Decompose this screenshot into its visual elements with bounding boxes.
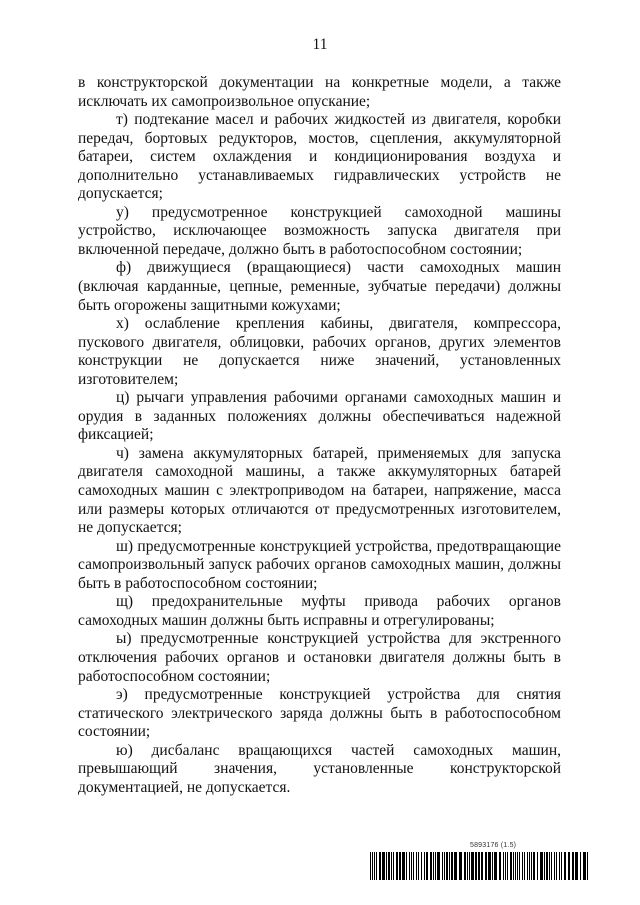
paragraph-item-f: ф) движущиеся (вращающиеся) части самоходных машин (включая карданные, цепные, ременные, зубчатые передачи) должны быть огорожены защитными кожухами; bbox=[78, 259, 561, 314]
paragraph-item-t: т) подтекание масел и рабочих жидкостей из двигателя, коробки передач, бортовых редукторов, мостов, сцепления, аккумуляторной батареи, систем охлаждения и кондиционирования воздуха и дополнительно устанавливаемых гидравлических устройств не допускается; bbox=[78, 111, 561, 203]
document-footer bbox=[370, 842, 592, 882]
paragraph-item-shch: щ) предохранительные муфты привода рабочих органов самоходных машин должны быть исправны и отрегулированы; bbox=[78, 593, 561, 629]
page-number: 11 bbox=[312, 36, 328, 53]
paragraph-item-yu: ю) дисбаланс вращающихся частей самоходных машин, превышающий значения, установленные конструкторской документацией, не допускается. bbox=[78, 741, 561, 796]
paragraph-item-ch: ч) замена аккумуляторных батарей, применяемых для запуска двигателя самоходной машины, а также аккумуляторных батарей самоходных машин с электроприводом на батареи, напряжение, масса или размеры которых отличаются от предусмотренных изготовителем, не допускается; bbox=[78, 444, 561, 537]
paragraph-item-e: э) предусмотренные конструкцией устройства для снятия статического электрического заряда должны быть в работоспособном состоянии; bbox=[78, 686, 561, 741]
paragraph-item-kh: х) ослабление крепления кабины, двигателя, компрессора, пускового двигателя, облицовки, рабочих органов, других элементов конструкции не допускается ниже значений, установленных изготовителем; bbox=[78, 315, 561, 388]
paragraph-continuation: в конструкторской документации на конкретные модели, а также исключать их самопроизвольное опускание; bbox=[78, 74, 561, 110]
document-body bbox=[78, 74, 561, 797]
paragraph-item-y: ы) предусмотренные конструкцией устройства для экстренного отключения рабочих органов и остановки двигателя должны быть в работоспособном состоянии; bbox=[78, 630, 561, 685]
paragraph-item-u: у) предусмотренное конструкцией самоходной машины устройство, исключающее возможность запуска двигателя при включенной передаче, должно быть в работоспособном состоянии; bbox=[78, 203, 561, 258]
barcode-caption: 5893176 (1.5) bbox=[470, 842, 517, 849]
paragraph-item-sh: ш) предусмотренные конструкцией устройства, предотвращающие самопроизвольный запуск рабочих органов самоходных машин, должны быть в работоспособном состоянии; bbox=[78, 537, 561, 592]
paragraph-item-ts: ц) рычаги управления рабочими органами самоходных машин и орудия в заданных положениях должны обеспечиваться надежной фиксацией; bbox=[78, 389, 561, 444]
barcode-icon bbox=[370, 852, 592, 880]
